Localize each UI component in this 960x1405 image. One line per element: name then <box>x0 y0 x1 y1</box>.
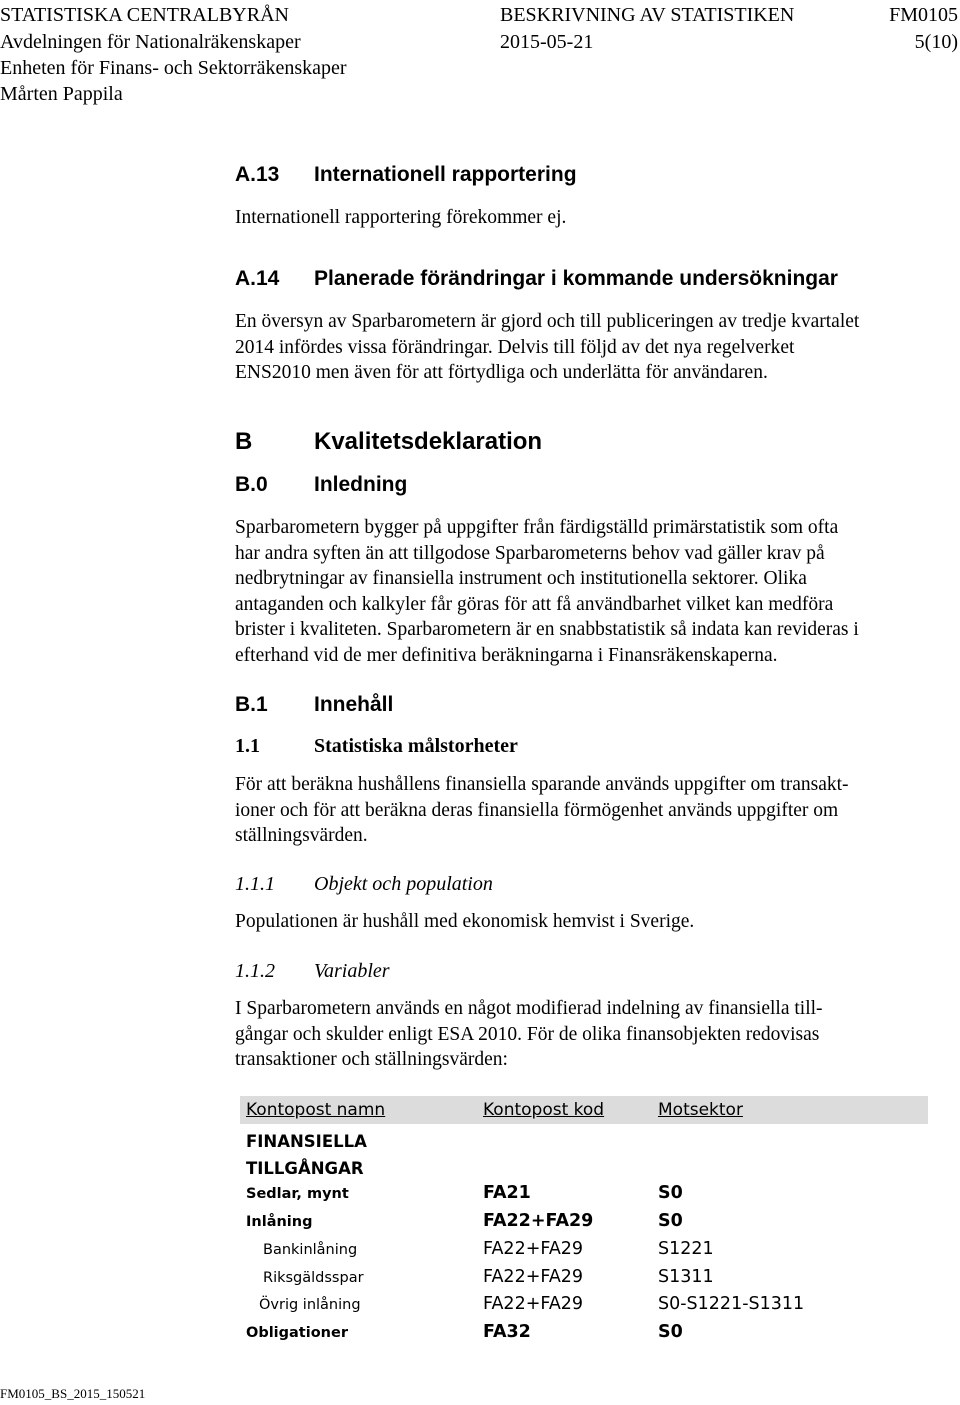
paragraph-line: För att beräkna hushållens finansiella sparande används uppgifter om transakt- <box>235 774 849 795</box>
table-header-code: Kontopost kod <box>483 1100 605 1120</box>
section-1-1-title: Statistiska målstorheter <box>314 735 518 757</box>
table-header-sector: Motsektor <box>658 1100 743 1120</box>
group-label-line: FINANSIELLA <box>246 1132 367 1151</box>
table-cell-name: Inlåning <box>246 1214 313 1230</box>
section-1-1-1-title: Objekt och population <box>314 873 493 895</box>
section-b0-title: Inledning <box>314 473 408 496</box>
table-cell-sector: S0 <box>658 1183 683 1203</box>
paragraph-line: efterhand vid de mer definitiva beräkningarna i Finansräkenskaperna. <box>235 644 778 666</box>
paragraph-line: ioner och för att beräkna deras finansiella förmögenhet används uppgifter om <box>235 799 839 821</box>
paragraph-line: brister i kvaliteten. Sparbarometern är en snabbstatistik så indata kan revideras i <box>235 619 859 641</box>
table-cell-sector: S0 <box>658 1322 683 1342</box>
paragraph-line: transaktioner och ställningsvärden: <box>235 1049 508 1071</box>
section-b1-number: B.1 <box>235 693 268 716</box>
paragraph-line: har andra syften än att tillgodose Sparbarometerns behov vad gäller krav på <box>235 542 825 564</box>
section-b1-title: Innehåll <box>314 693 394 716</box>
header-department: Avdelningen för Nationalräkenskaper <box>0 31 301 53</box>
group-label-line: TILLGÅNGAR <box>246 1159 364 1178</box>
table-cell-code: FA22+FA29 <box>483 1294 584 1314</box>
paragraph-line: gångar och skulder enligt ESA 2010. För de olika finansobjekten redovisas <box>235 1023 820 1045</box>
section-1-1-number: 1.1 <box>235 735 260 757</box>
header-date: 2015-05-21 <box>500 31 594 53</box>
table-cell-sector: S1311 <box>658 1267 714 1287</box>
section-b-title: Kvalitetsdeklaration <box>314 428 543 455</box>
header-org: STATISTISKA CENTRALBYRÅN <box>0 4 289 26</box>
table-cell-name: Övrig inlåning <box>259 1297 361 1313</box>
paragraph-line: ENS2010 men även för att förtydliga och underlätta för användaren. <box>235 362 768 384</box>
table-cell-name: Bankinlåning <box>263 1242 358 1258</box>
footer-doc-id: FM0105_BS_2015_150521 <box>0 1386 146 1401</box>
table-cell-name: Riksgäldsspar <box>263 1270 364 1286</box>
table-cell-code: FA22+FA29 <box>483 1267 584 1287</box>
header-doc-code: FM0105 <box>889 4 958 26</box>
header-author: Mårten Pappila <box>0 83 123 105</box>
header-page-number: 5(10) <box>914 31 958 53</box>
section-a13-text: Internationell rapportering förekommer ej. <box>235 207 567 228</box>
section-1-1-1-number: 1.1.1 <box>235 873 275 895</box>
table-header-name: Kontopost namn <box>246 1100 386 1120</box>
table-cell-sector: S0 <box>658 1211 683 1231</box>
table-cell-code: FA21 <box>483 1183 531 1203</box>
section-b0-paragraph <box>235 515 859 669</box>
section-1-1-paragraph <box>235 772 849 849</box>
section-b0-number: B.0 <box>235 473 268 496</box>
paragraph-line: ställningsvärden. <box>235 825 368 847</box>
table-cell-code: FA22+FA29 <box>483 1239 584 1259</box>
table-cell-name: Obligationer <box>246 1325 348 1341</box>
paragraph-line: I Sparbarometern används en något modifierad indelning av finansiella till- <box>235 998 823 1019</box>
section-b-number: B <box>235 428 253 455</box>
section-1-1-2-number: 1.1.2 <box>235 960 275 982</box>
table-cell-sector: S1221 <box>658 1239 714 1259</box>
paragraph-line: En översyn av Sparbarometern är gjord och till publiceringen av tredje kvartalet <box>235 311 860 332</box>
section-1-1-2-title: Variabler <box>314 960 390 982</box>
section-a13-number: A.13 <box>235 163 280 186</box>
section-a14-paragraph <box>235 309 859 386</box>
table-cell-name: Sedlar, mynt <box>246 1186 349 1202</box>
paragraph-line: nedbrytningar av finansiella instrument och institutionella sektorer. Olika <box>235 568 807 590</box>
section-1-1-1-text: Populationen är hushåll med ekonomisk hemvist i Sverige. <box>235 911 695 932</box>
section-1-1-2-paragraph <box>235 996 823 1073</box>
header-unit: Enheten för Finans- och Sektorräkenskaper <box>0 57 347 79</box>
table-cell-code: FA32 <box>483 1322 531 1342</box>
paragraph-line: 2014 infördes vissa förändringar. Delvis till följd av det nya regelverket <box>235 336 795 358</box>
section-a14-number: A.14 <box>235 267 280 290</box>
table-cell-code: FA22+FA29 <box>483 1211 594 1231</box>
table-cell-sector: S0-S1221-S1311 <box>658 1294 805 1314</box>
section-a13-title: Internationell rapportering <box>314 163 577 186</box>
table-group-label <box>246 1128 367 1182</box>
section-a14-title: Planerade förändringar i kommande undersökningar <box>314 267 838 290</box>
paragraph-line: Sparbarometern bygger på uppgifter från färdigställd primärstatistik som ofta <box>235 517 839 538</box>
paragraph-line: antaganden och kalkyler får göras för att få användbarhet vilket kan medföra <box>235 593 834 615</box>
header-doc-type: BESKRIVNING AV STATISTIKEN <box>500 4 795 26</box>
